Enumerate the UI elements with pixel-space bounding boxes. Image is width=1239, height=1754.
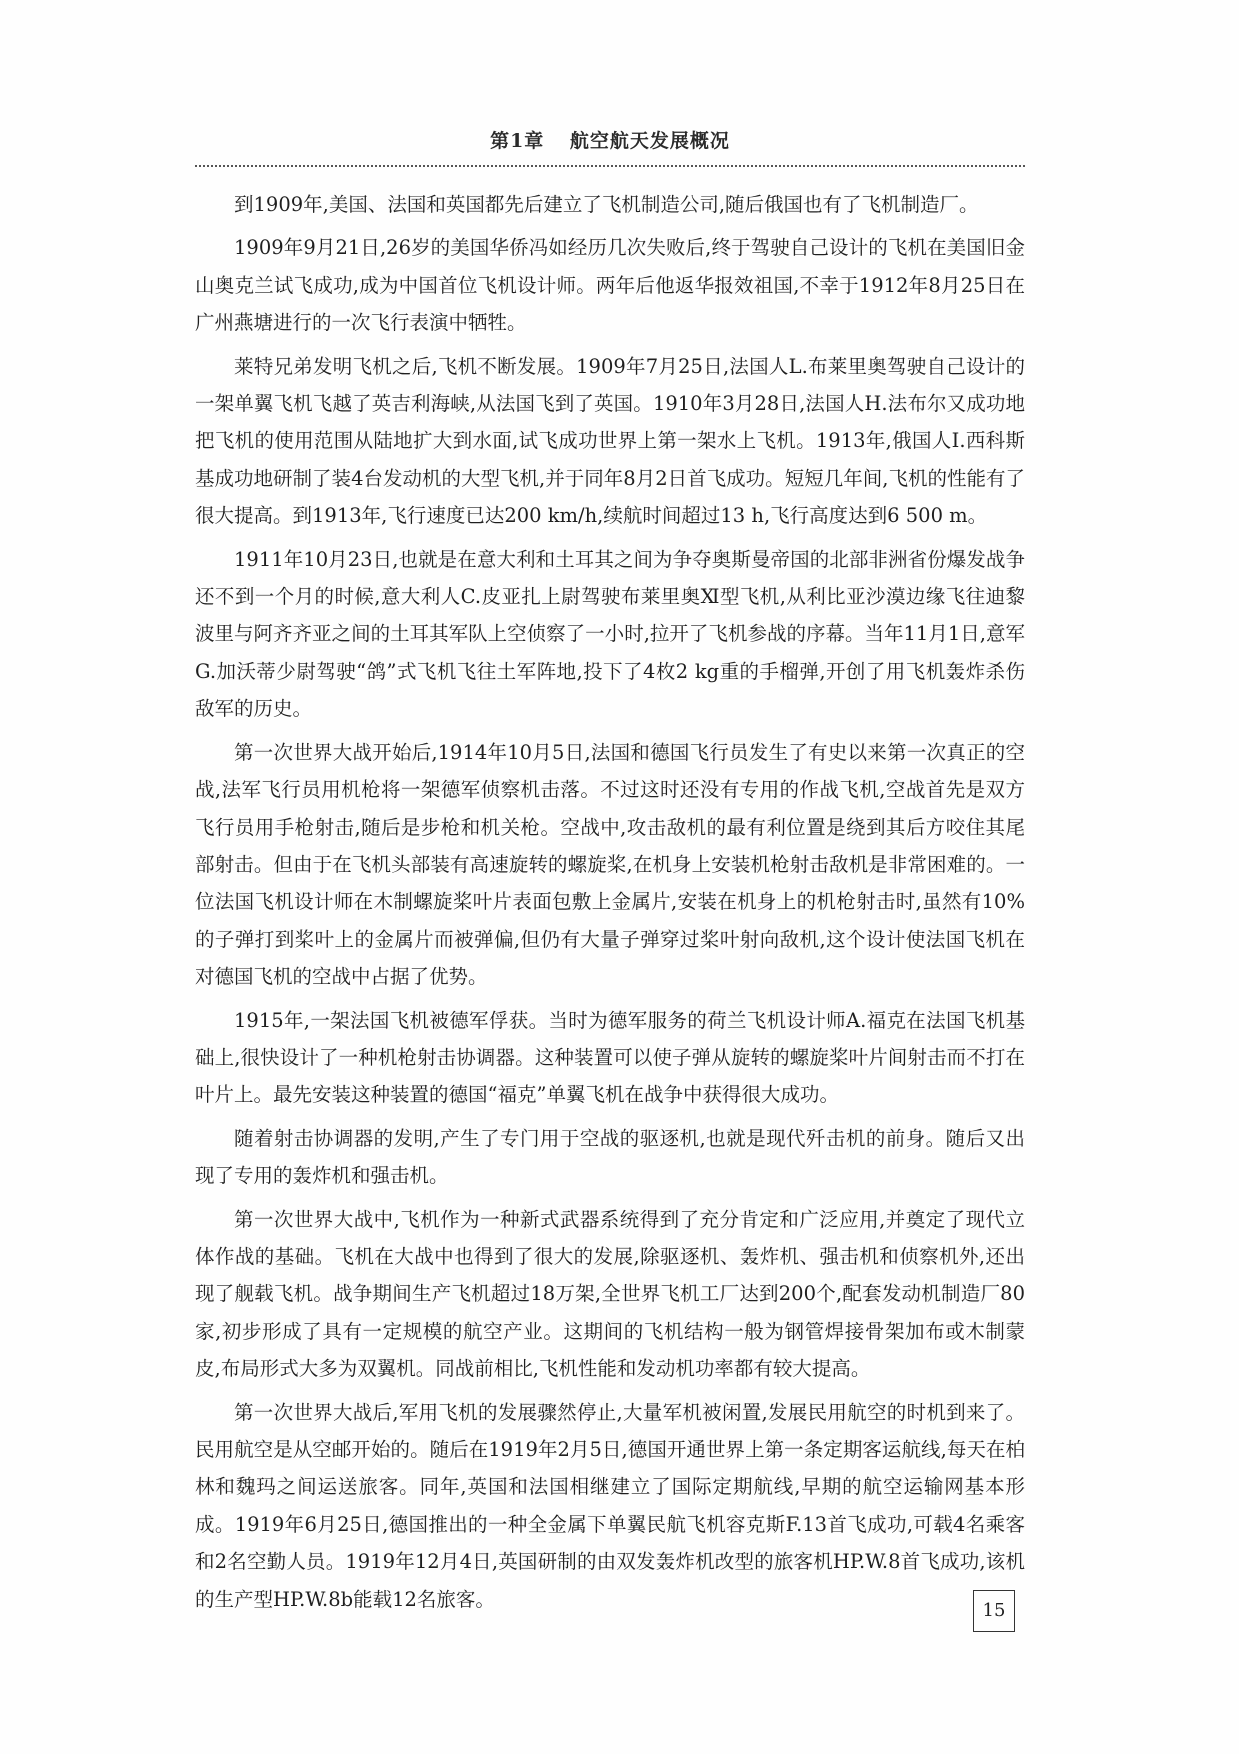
- paragraph: 到1909年,美国、法国和英国都先后建立了飞机制造公司,随后俄国也有了飞机制造厂。: [234, 193, 979, 216]
- paragraph: 1911年10月23日,也就是在意大利和土耳其之间为争夺奥斯曼帝国的北部非洲省份爆发战争还不到一个月的时候,意大利人C.皮亚扎上尉驾驶布莱里奥Ⅺ型飞机,从利比亚沙漠边缘飞往迪黎波里与阿齐齐亚之间的土耳其军队上空侦察了一小时,拉开了飞机参战的序幕。当年11月1日,意军G.加沃蒂少尉驾驶“鸽”式飞机飞往土军阵地,投下了4枚2 kg重的手榴弹,开创了用飞机轰炸杀伤敌军的历史。: [195, 547, 1025, 721]
- chapter-title: 航空航天发展概况: [569, 130, 730, 152]
- header-divider: [195, 165, 1025, 167]
- paragraph: 莱特兄弟发明飞机之后,飞机不断发展。1909年7月25日,法国人L.布莱里奥驾驶自己设计的一架单翼飞机飞越了英吉利海峡,从法国飞到了英国。1910年3月28日,法国人H.法布尔又成功地把飞机的使用范围从陆地扩大到水面,试飞成功世界上第一架水上飞机。1913年,俄国人I.西科斯基成功地研制了装4台发动机的大型飞机,并于同年8月2日首飞成功。短短几年间,飞机的性能有了很大提高。到1913年,飞行速度已达200 km/h,续航时间超过13 h,飞行高度达到6 500 m。: [195, 354, 1026, 528]
- running-header: [195, 126, 1025, 153]
- paragraph: 第一次世界大战后,军用飞机的发展骤然停止,大量军机被闲置,发展民用航空的时机到来了。民用航空是从空邮开始的。随后在1919年2月5日,德国开通世界上第一条定期客运航线,每天在柏林和魏玛之间运送旅客。同年,英国和法国相继建立了国际定期航线,早期的航空运输网基本形成。1919年6月25日,德国推出的一种全金属下单翼民航飞机容克斯F.13首飞成功,可载4名乘客和2名空勤人员。1919年12月4日,英国研制的由双发轰炸机改型的旅客机HP.W.8首飞成功,该机的生产型HP.W.8b能载12名旅客。: [195, 1400, 1025, 1611]
- page-number: 15: [973, 1590, 1015, 1632]
- paragraph: 随着射击协调器的发明,产生了专门用于空战的驱逐机,也就是现代歼击机的前身。随后又出现了专用的轰炸机和强击机。: [195, 1126, 1025, 1188]
- paragraph: 第一次世界大战中,飞机作为一种新式武器系统得到了充分肯定和广泛应用,并奠定了现代立体作战的基础。飞机在大战中也得到了很大的发展,除驱逐机、轰炸机、强击机和侦察机外,还出现了舰载飞机。战争期间生产飞机超过18万架,全世界飞机工厂达到200个,配套发动机制造厂80家,初步形成了具有一定规模的航空产业。这期间的飞机结构一般为钢管焊接骨架加布或木制蒙皮,布局形式大多为双翼机。同战前相比,飞机性能和发动机功率都有较大提高。: [195, 1207, 1025, 1381]
- paragraph: 1909年9月21日,26岁的美国华侨冯如经历几次失败后,终于驾驶自己设计的飞机在美国旧金山奥克兰试飞成功,成为中国首位飞机设计师。两年后他返华报效祖国,不幸于1912年8月25日在广州燕塘进行的一次飞行表演中牺牲。: [195, 236, 1025, 335]
- chapter-number: 第1章: [490, 130, 545, 152]
- paragraph: 第一次世界大战开始后,1914年10月5日,法国和德国飞行员发生了有史以来第一次真正的空战,法军飞行员用机枪将一架德军侦察机击落。不过这时还没有专用的作战飞机,空战首先是双方飞行员用手枪射击,随后是步枪和机关枪。空战中,攻击敌机的最有利位置是绕到其后方咬住其尾部射击。但由于在飞机头部装有高速旋转的螺旋桨,在机身上安装机枪射击敌机是非常困难的。一位法国飞机设计师在木制螺旋桨叶片表面包敷上金属片,安装在机身上的机枪射击时,虽然有10%的子弹打到桨叶上的金属片而被弹偏,但仍有大量子弹穿过桨叶射向敌机,这个设计使法国飞机在对德国飞机的空战中占据了优势。: [195, 740, 1025, 989]
- paragraph: 1915年,一架法国飞机被德军俘获。当时为德军服务的荷兰飞机设计师A.福克在法国飞机基础上,很快设计了一种机枪射击协调器。这种装置可以使子弹从旋转的螺旋桨叶片间射击而不打在叶片上。最先安装这种装置的德国“福克”单翼飞机在战争中获得很大成功。: [195, 1008, 1025, 1107]
- body-text: [195, 186, 1025, 1624]
